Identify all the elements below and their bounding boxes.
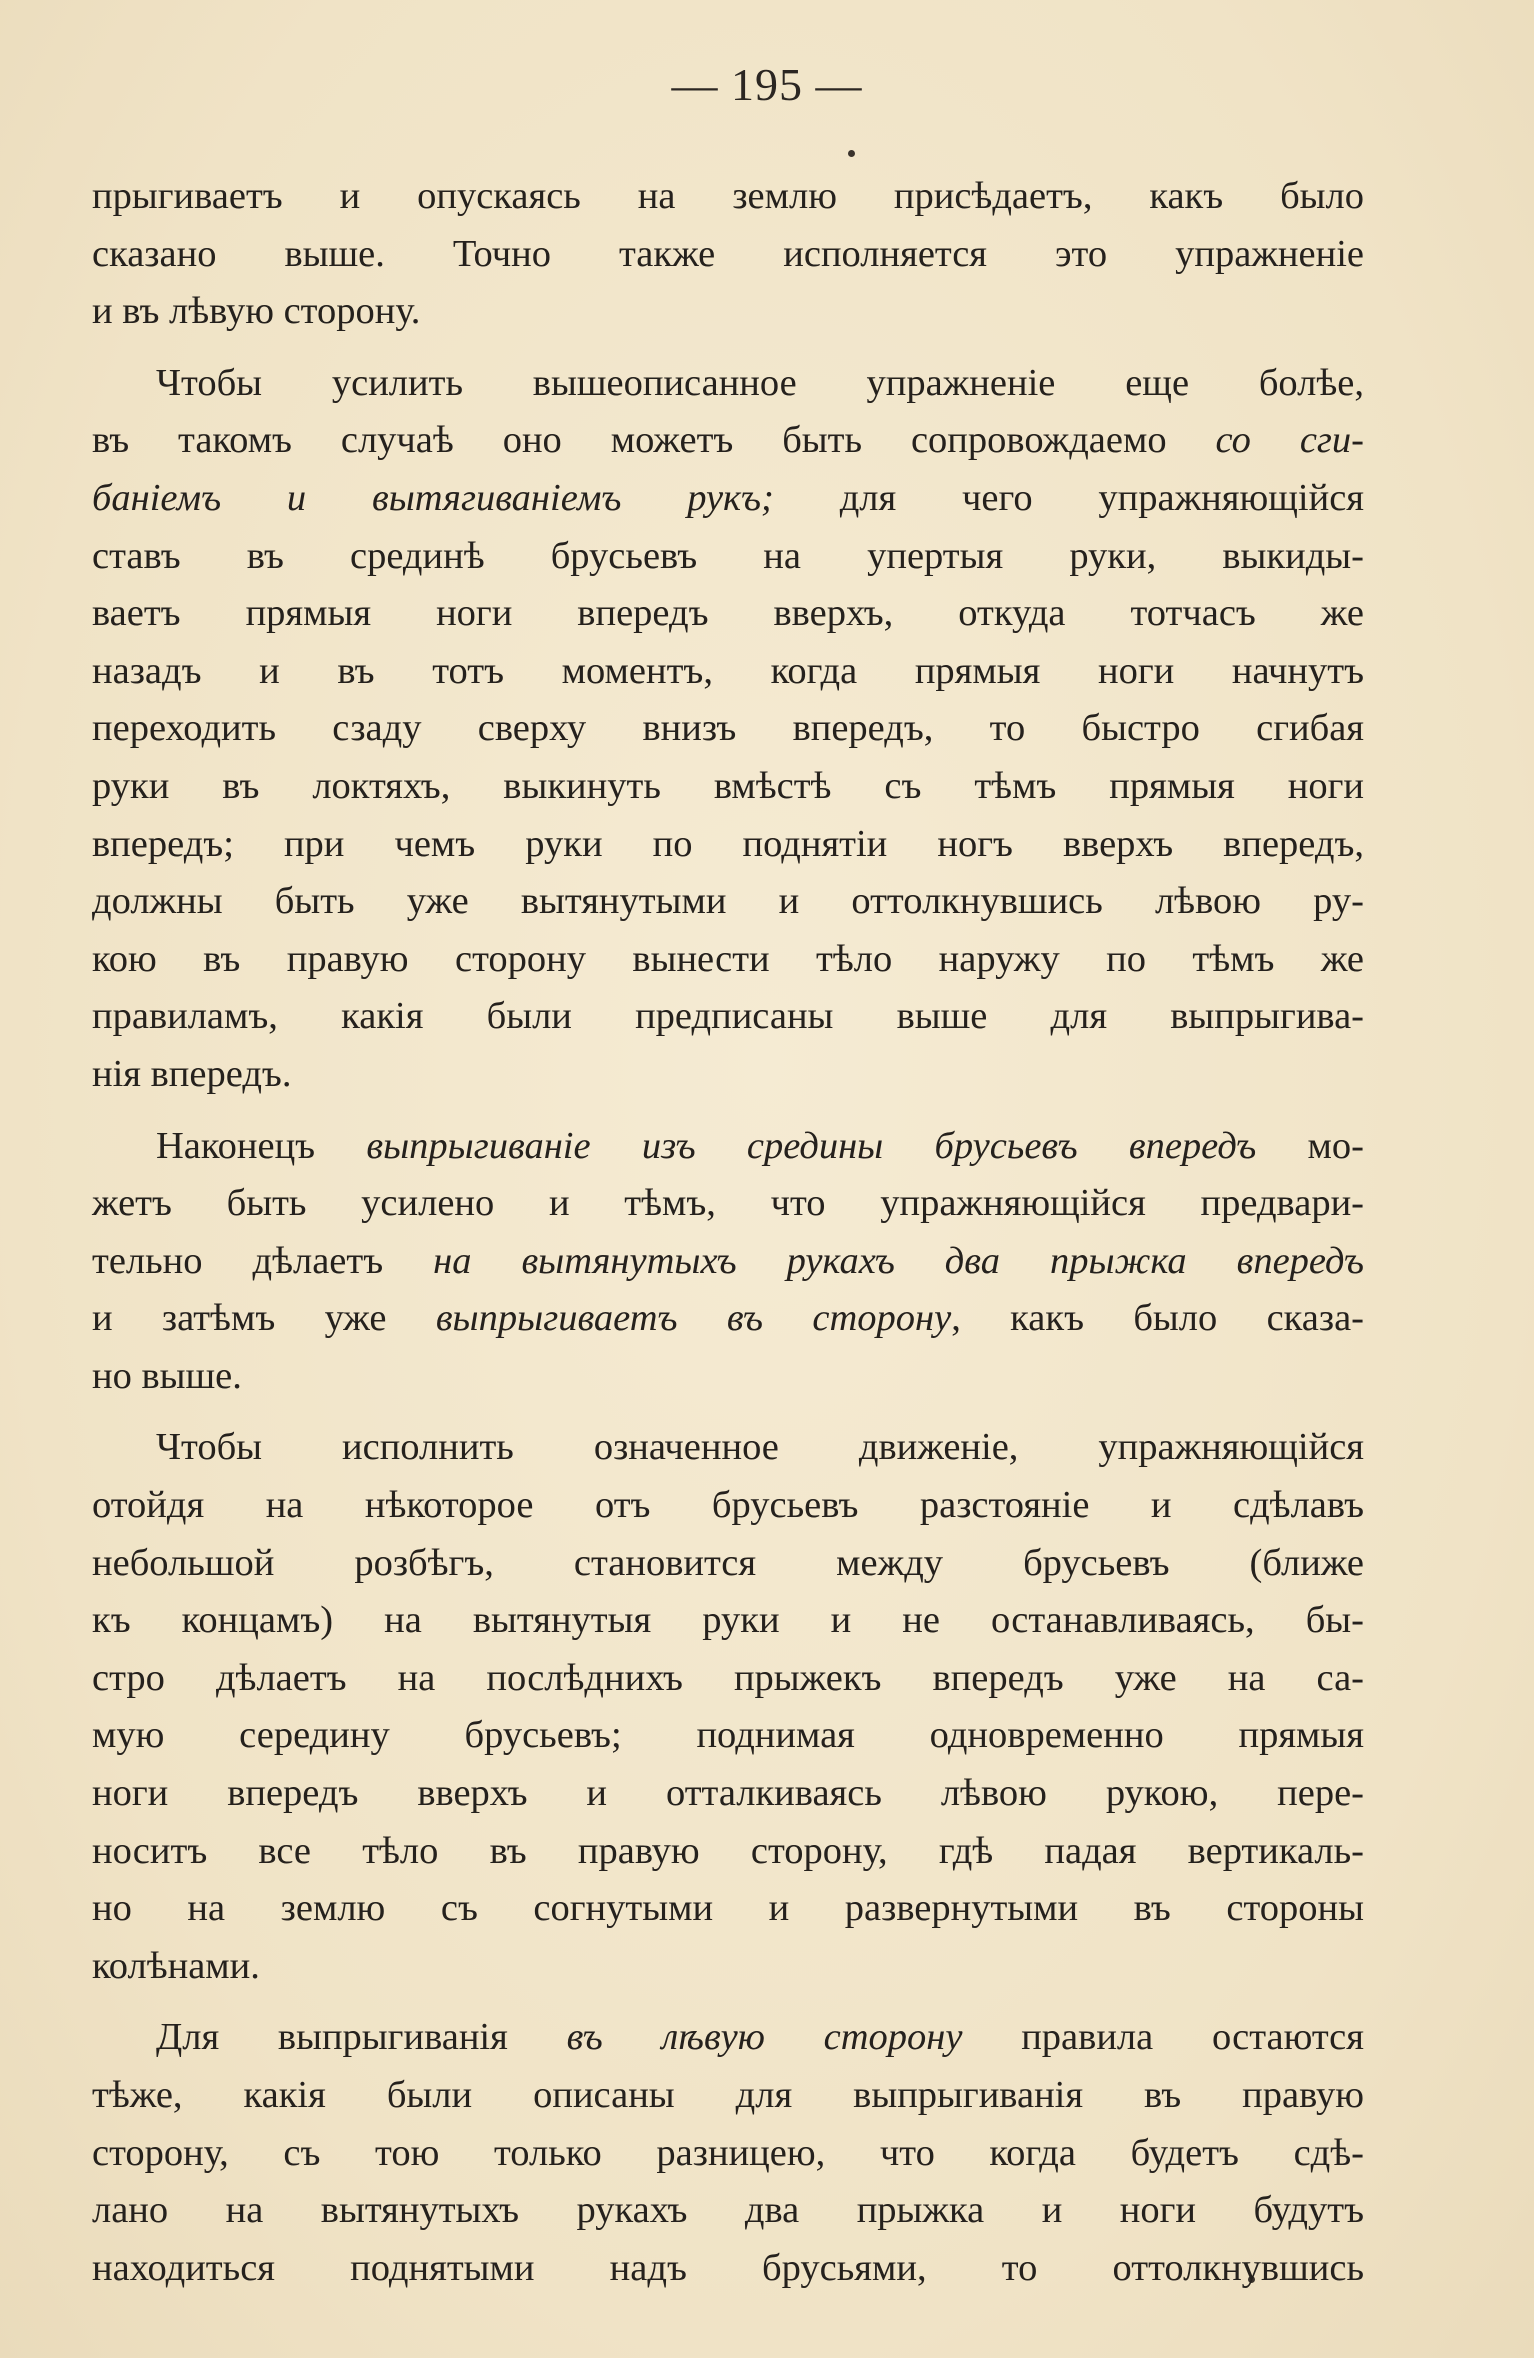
text-run: но на землю съ согнутыми и развернутыми въ стороны	[92, 1887, 1364, 1930]
text-run: тельно дѣлаетъ	[92, 1239, 434, 1282]
paragraph-gap	[92, 1995, 1364, 2009]
paragraph	[92, 1118, 1364, 1406]
text-line	[92, 988, 1364, 1046]
text-line	[92, 700, 1364, 758]
text-run: въ такомъ случаѣ оно можетъ быть сопровождаемо	[92, 419, 1216, 462]
text-run: Чтобы исполнить означенное движеніе, упражняющійся	[156, 1426, 1364, 1469]
text-run: правила остаются	[962, 2016, 1364, 2059]
text-run: стро дѣлаетъ на послѣднихъ прыжекъ впередъ уже на са-	[92, 1656, 1364, 1699]
text-line	[92, 1419, 1364, 1477]
text-line	[92, 1348, 1364, 1406]
text-line	[92, 528, 1364, 586]
paragraph	[92, 168, 1364, 341]
text-run: находиться поднятыми надъ брусьями, то оттолкнувшись	[92, 2246, 1364, 2289]
text-line	[92, 355, 1364, 413]
text-line	[92, 1938, 1364, 1996]
text-run: сказано выше. Точно также исполняется это упражненіе	[92, 232, 1364, 275]
text-line	[92, 1118, 1364, 1176]
text-run: колѣнами.	[92, 1944, 260, 1987]
text-run: должны быть уже вытянутыми и оттолкнувшись лѣвою ру-	[92, 880, 1364, 923]
text-line	[92, 1765, 1364, 1823]
text-run: кою въ правую сторону вынести тѣло наружу по тѣмъ же	[92, 937, 1364, 980]
text-run: отойдя на нѣкоторое отъ брусьевъ разстояніе и сдѣлавъ	[92, 1484, 1364, 1527]
text-line	[92, 1880, 1364, 1938]
text-run: правиламъ, какія были предписаны выше для выпрыгива-	[92, 995, 1364, 1038]
text-line	[92, 1535, 1364, 1593]
text-run: сторону, съ тою только разницею, что когда будетъ сдѣ-	[92, 2131, 1364, 2174]
text-run: жетъ быть усилено и тѣмъ, что упражняющійся предвари-	[92, 1182, 1364, 1225]
text-run: , какъ было сказа-	[951, 1297, 1364, 1340]
text-line	[92, 2009, 1364, 2067]
paragraph	[92, 1419, 1364, 1995]
text-line	[92, 283, 1364, 341]
text-run: мо-	[1256, 1124, 1364, 1167]
text-line	[92, 816, 1364, 874]
text-run: нія впередъ.	[92, 1052, 292, 1095]
text-line	[92, 758, 1364, 816]
italic-run: баніемъ и вытягиваніемъ рукъ;	[92, 476, 774, 519]
text-run: лано на вытянутыхъ рукахъ два прыжка и ноги будутъ	[92, 2189, 1364, 2232]
text-run: переходить сзаду сверху внизъ впередъ, то быстро сгибая	[92, 707, 1364, 750]
text-run: небольшой розбѣгъ, становится между брусьевъ (ближе	[92, 1541, 1364, 1584]
italic-run: на вытянутыхъ рукахъ два прыжка впередъ	[433, 1239, 1365, 1282]
text-run: къ концамъ) на вытянутыя руки и не останавливаясь, бы-	[92, 1599, 1364, 1642]
text-line	[92, 1650, 1364, 1708]
text-line	[92, 1592, 1364, 1650]
text-run: впередъ; при чемъ руки по поднятіи ногъ вверхъ впередъ,	[92, 822, 1364, 865]
text-line	[92, 1477, 1364, 1535]
text-run: и въ лѣвую сторону.	[92, 290, 421, 333]
text-line	[92, 412, 1364, 470]
ink-speck	[848, 150, 855, 157]
text-line	[92, 1046, 1364, 1104]
text-line	[92, 168, 1364, 226]
text-run: тѣже, какія были описаны для выпрыгиванія въ правую	[92, 2074, 1364, 2116]
text-run: но выше.	[92, 1354, 242, 1397]
text-line	[92, 1823, 1364, 1881]
text-line	[92, 931, 1364, 989]
text-line	[92, 2240, 1364, 2298]
paragraph	[92, 355, 1364, 1104]
paragraph-gap	[92, 1104, 1364, 1118]
text-run: Чтобы усилить вышеописанное упражненіе еще болѣе,	[156, 361, 1364, 404]
italic-run: выпрыгиваетъ въ сторону	[435, 1297, 952, 1340]
paragraph-gap	[92, 1405, 1364, 1419]
text-line	[92, 873, 1364, 931]
italic-run: со сги-	[1215, 419, 1365, 462]
text-run: мую середину брусьевъ; поднимая одновременно прямыя	[92, 1714, 1364, 1757]
italic-run: выпрыгиваніе изъ средины брусьевъ впередъ	[366, 1124, 1257, 1167]
text-run: и затѣмъ уже	[92, 1297, 436, 1340]
italic-run: въ лѣвую сторону	[566, 2016, 963, 2059]
text-line	[92, 2125, 1364, 2183]
paragraph	[92, 2009, 1364, 2297]
text-line	[92, 2182, 1364, 2240]
text-run: Наконецъ	[156, 1124, 367, 1167]
text-line	[92, 1233, 1364, 1291]
text-run: прыгиваетъ и опускаясь на землю присѣдаетъ, какъ было	[92, 175, 1364, 217]
text-run: ставъ въ срединѣ брусьевъ на упертыя руки, выкиды-	[92, 534, 1364, 577]
text-run: ноги впередъ вверхъ и отталкиваясь лѣвою рукою, пере-	[92, 1772, 1364, 1815]
text-line	[92, 2067, 1364, 2125]
text-line	[92, 1290, 1364, 1348]
paragraph-gap	[92, 341, 1364, 355]
text-line	[92, 470, 1364, 528]
text-run: Для выпрыгиванія	[156, 2016, 567, 2059]
text-line	[92, 1707, 1364, 1765]
text-run: руки въ локтяхъ, выкинуть вмѣстѣ съ тѣмъ прямыя ноги	[92, 764, 1364, 807]
body-text	[92, 168, 1364, 2297]
text-line	[92, 585, 1364, 643]
text-line	[92, 643, 1364, 701]
text-run: ваетъ прямыя ноги впередъ вверхъ, откуда тотчасъ же	[92, 592, 1364, 635]
text-run: носитъ все тѣло въ правую сторону, гдѣ падая вертикаль-	[92, 1829, 1364, 1872]
text-line	[92, 226, 1364, 284]
text-line	[92, 1175, 1364, 1233]
text-run: для чего упражняющійся	[773, 476, 1365, 519]
page-number: — 195 —	[671, 59, 863, 110]
text-run: назадъ и въ тотъ моментъ, когда прямыя ноги начнутъ	[92, 649, 1364, 692]
